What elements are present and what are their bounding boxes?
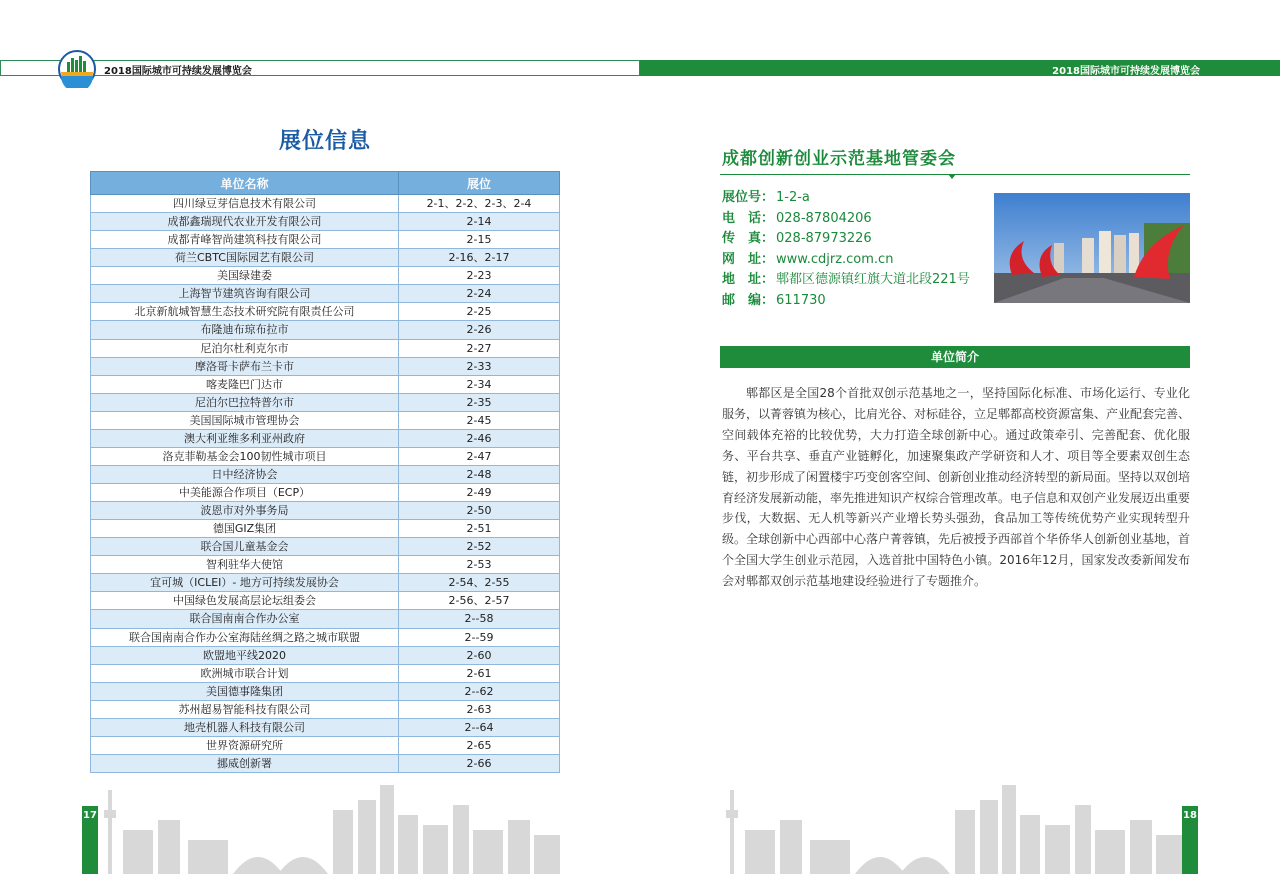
exhibitor-name-cell: 美国绿建委	[91, 267, 399, 285]
table-header-row	[91, 172, 560, 195]
booth-number-cell: 2-50	[399, 502, 560, 520]
booth-number-cell: 2-54、2-55	[399, 574, 560, 592]
exhibitor-name-cell: 联合国南南合作办公室	[91, 610, 399, 628]
info-row-website: 网 址： www.cdjrz.com.cn	[722, 251, 894, 267]
exhibitor-name-cell: 欧洲城市联合计划	[91, 664, 399, 682]
table-row	[91, 447, 560, 465]
table-row	[91, 393, 560, 411]
table-row	[91, 267, 560, 285]
exhibitor-name-cell: 尼泊尔巴拉特普尔市	[91, 393, 399, 411]
table-row	[91, 718, 560, 736]
table-row	[91, 574, 560, 592]
page-number-right: 18	[1183, 810, 1197, 821]
exhibitor-name-cell: 苏州超易智能科技有限公司	[91, 700, 399, 718]
exhibitor-name-cell: 成都鑫瑞现代农业开发有限公司	[91, 213, 399, 231]
booth-table	[90, 171, 560, 773]
table-row	[91, 213, 560, 231]
table-row	[91, 411, 560, 429]
booth-number-cell: 2-27	[399, 339, 560, 357]
table-row	[91, 664, 560, 682]
exhibitor-name-cell: 智利驻华大使馆	[91, 556, 399, 574]
column-header-booth: 展位	[399, 172, 560, 195]
divider-marker-icon	[948, 174, 956, 179]
booth-number-cell: 2-56、2-57	[399, 592, 560, 610]
exhibitor-name-cell: 北京新航城智慧生态技术研究院有限责任公司	[91, 303, 399, 321]
booth-number-cell: 2-16、2-17	[399, 249, 560, 267]
exhibitor-name-cell: 美国国际城市管理协会	[91, 411, 399, 429]
booth-number-cell: 2-48	[399, 465, 560, 483]
table-row	[91, 646, 560, 664]
table-row	[91, 520, 560, 538]
booth-number-cell: 2--58	[399, 610, 560, 628]
exhibitor-name-cell: 上海智节建筑咨询有限公司	[91, 285, 399, 303]
booth-number-cell: 2-23	[399, 267, 560, 285]
info-row-address: 地 址： 郫都区德源镇红旗大道北段221号	[722, 272, 970, 287]
exhibitor-name-cell: 欧盟地平线2020	[91, 646, 399, 664]
booth-number-cell: 2-51	[399, 520, 560, 538]
exhibitor-name-cell: 成都青峰智尚建筑科技有限公司	[91, 231, 399, 249]
booth-number-cell: 2-49	[399, 484, 560, 502]
booth-number-cell: 2-26	[399, 321, 560, 339]
header-left-bar	[0, 60, 640, 76]
booth-number-cell: 2-24	[399, 285, 560, 303]
exhibitor-name-cell: 联合国南南合作办公室海陆丝绸之路之城市联盟	[91, 628, 399, 646]
booth-number-cell: 2-34	[399, 375, 560, 393]
skyline-decoration-left	[98, 770, 560, 874]
intro-paragraph: 郫都区是全国28个首批双创示范基地之一，坚持国际化标准、市场化运行、专业化服务，以菁蓉镇为核心，比肩光谷、对标硅谷，立足郫都高校资源富集、产业配套完善、空间载体充裕的比较优势，大力打造全球创新中心。通过政策牵引、完善配套、优化服务、平台共享、垂直产业链孵化，加速聚集政产学研资和人才、项目等全要素双创生态链，初步形成了闲置楼宇巧变创客空间、创新创业推动经济转型的新局面。坚持以双创培育经济发展新动能，率先推进知识产权综合管理改革。电子信息和双创产业发展迈出重要步伐，大数据、无人机等新兴产业增长势头强劲，食品加工等传统优势产业实现转型升级。全球创新中心西部中心落户菁蓉镇，先后被授予西部首个华侨华人创新创业基地，首个全国大学生创业示范园，入选首批中国特色小镇。2016年12月，国家发改委新闻发布会对郫都双创示范基地建设经验进行了专题推介。	[722, 386, 1191, 589]
booth-number-cell: 2-25	[399, 303, 560, 321]
booth-number-cell: 2-65	[399, 736, 560, 754]
table-row	[91, 610, 560, 628]
organization-title: 成都创新创业示范基地管委会	[722, 149, 956, 169]
exhibitor-name-cell: 布隆迪布琼布拉市	[91, 321, 399, 339]
booth-number-cell: 2--59	[399, 628, 560, 646]
exhibitor-name-cell: 洛克菲勒基金会100韧性城市项目	[91, 447, 399, 465]
booth-number-cell: 2-46	[399, 429, 560, 447]
booth-number-cell: 2-63	[399, 700, 560, 718]
section-header: 单位简介	[720, 346, 1190, 368]
exhibitor-name-cell: 四川绿豆芽信息技术有限公司	[91, 195, 399, 213]
exhibitor-name-cell: 澳大利亚维多利亚州政府	[91, 429, 399, 447]
info-row-booth: 展位号： 1-2-a	[722, 190, 810, 205]
table-row	[91, 375, 560, 393]
column-header-name: 单位名称	[91, 172, 399, 195]
exhibitor-name-cell: 日中经济协会	[91, 465, 399, 483]
table-row	[91, 303, 560, 321]
info-row-postcode: 邮 编： 611730	[722, 292, 826, 308]
exhibitor-name-cell: 荷兰CBTC国际园艺有限公司	[91, 249, 399, 267]
skyline-decoration-right	[720, 770, 1182, 874]
base-photo	[994, 193, 1190, 303]
table-row	[91, 484, 560, 502]
table-row	[91, 628, 560, 646]
exhibitor-name-cell: 摩洛哥卡萨布兰卡市	[91, 357, 399, 375]
table-row	[91, 357, 560, 375]
table-row	[91, 465, 560, 483]
exhibitor-name-cell: 挪威创新署	[91, 754, 399, 772]
booth-number-cell: 2-66	[399, 754, 560, 772]
booth-number-cell: 2-45	[399, 411, 560, 429]
exhibitor-name-cell: 世界资源研究所	[91, 736, 399, 754]
exhibitor-name-cell: 联合国儿童基金会	[91, 538, 399, 556]
table-row	[91, 736, 560, 754]
booth-number-cell: 2-35	[399, 393, 560, 411]
exhibitor-name-cell: 美国德事隆集团	[91, 682, 399, 700]
table-row	[91, 556, 560, 574]
exhibitor-name-cell: 德国GIZ集团	[91, 520, 399, 538]
exhibitor-name-cell: 波恩市对外事务局	[91, 502, 399, 520]
booth-number-cell: 2-14	[399, 213, 560, 231]
booth-number-cell: 2-33	[399, 357, 560, 375]
info-row-phone: 电 话： 028-87804206	[722, 210, 872, 226]
table-row	[91, 502, 560, 520]
header-left-title: 2018国际城市可持续发展博览会	[104, 66, 252, 77]
skyline-globe-logo-icon	[58, 50, 96, 88]
table-row	[91, 592, 560, 610]
table-row	[91, 700, 560, 718]
booth-number-cell: 2-1、2-2、2-3、2-4	[399, 195, 560, 213]
booth-number-cell: 2-53	[399, 556, 560, 574]
booth-number-cell: 2-61	[399, 664, 560, 682]
info-row-fax: 传 真： 028-87973226	[722, 231, 872, 246]
header-right-title: 2018国际城市可持续发展博览会	[1052, 66, 1200, 77]
exhibitor-name-cell: 中国绿色发展高层论坛组委会	[91, 592, 399, 610]
table-row	[91, 249, 560, 267]
booth-number-cell: 2-52	[399, 538, 560, 556]
table-row	[91, 682, 560, 700]
booth-number-cell: 2--64	[399, 718, 560, 736]
exhibitor-name-cell: 尼泊尔杜利克尔市	[91, 339, 399, 357]
exhibitor-name-cell: 宜可城（ICLEI）- 地方可持续发展协会	[91, 574, 399, 592]
table-row	[91, 538, 560, 556]
table-row	[91, 339, 560, 357]
table-row	[91, 285, 560, 303]
exhibitor-name-cell: 地壳机器人科技有限公司	[91, 718, 399, 736]
page-number-left: 17	[83, 810, 97, 821]
table-row	[91, 321, 560, 339]
table-row	[91, 231, 560, 249]
contact-info	[722, 188, 970, 311]
table-row	[91, 195, 560, 213]
page-title: 展位信息	[278, 129, 371, 154]
booth-number-cell: 2--62	[399, 682, 560, 700]
booth-number-cell: 2-15	[399, 231, 560, 249]
exhibitor-name-cell: 中美能源合作项目（ECP）	[91, 484, 399, 502]
table-row	[91, 429, 560, 447]
exhibitor-name-cell: 喀麦隆巴门达市	[91, 375, 399, 393]
booth-number-cell: 2-60	[399, 646, 560, 664]
booth-number-cell: 2-47	[399, 447, 560, 465]
